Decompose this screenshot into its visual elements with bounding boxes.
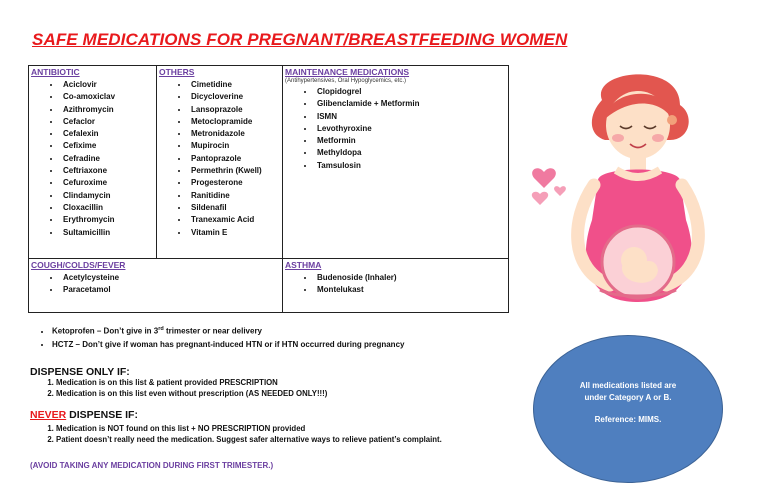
list-item: • Cefuroxime	[61, 177, 154, 189]
never-dispense-list	[30, 424, 442, 445]
dispense-only-list	[30, 378, 327, 399]
list-item: • Acetylcysteine	[61, 272, 280, 284]
list-item: • Tamsulosin	[315, 160, 506, 172]
category-callout	[533, 335, 723, 483]
list-item: • Metronidazole	[189, 128, 280, 140]
callout-line: All medications listed are	[579, 381, 677, 390]
antibiotic-cell	[29, 66, 157, 259]
callout-reference: Reference: MIMS.	[594, 415, 662, 424]
list-item: • Co-amoxiclav	[61, 91, 154, 103]
list-item: • Progesterone	[189, 177, 280, 189]
list-item: • Pantoprazole	[189, 153, 280, 165]
cough-cell	[29, 259, 283, 313]
list-item: • Cloxacillin	[61, 202, 154, 214]
list-item: 1. Medication is NOT found on this list + NO PRESCRIPTION provided	[56, 424, 442, 435]
others-cell	[157, 66, 283, 259]
list-item: • Dicycloverine	[189, 91, 280, 103]
list-item: • Levothyroxine	[315, 123, 506, 135]
heart-icon	[532, 168, 566, 205]
list-item: • Cefalexin	[61, 128, 154, 140]
callout-line: under Category A or B.	[584, 392, 672, 402]
list-item: • Sildenafil	[189, 202, 280, 214]
never-dispense-heading: NEVER DISPENSE IF:	[30, 409, 138, 421]
others-header: OTHERS	[159, 67, 195, 77]
maintenance-list	[285, 86, 506, 172]
list-item: • Aciclovir	[61, 79, 154, 91]
list-item: 1. Medication is on this list & patient provided PRESCRIPTION	[56, 378, 327, 389]
medication-table	[28, 65, 509, 313]
pregnant-woman-illustration	[530, 70, 730, 310]
list-item: • Montelukast	[315, 284, 506, 296]
antibiotic-header: ANTIBIOTIC	[31, 67, 80, 77]
list-item: • Methyldopa	[315, 147, 506, 159]
asthma-header: ASTHMA	[285, 260, 322, 270]
list-item: • Cefixime	[61, 140, 154, 152]
list-item: • Cefaclor	[61, 116, 154, 128]
list-item: • Clindamycin	[61, 190, 154, 202]
hctz-note: • HCTZ – Don’t give if woman has pregnant-induced HTN or if HTN occurred during pregnancy	[52, 338, 404, 351]
maintenance-header: MAINTENANCE MEDICATIONS	[285, 67, 410, 77]
list-item: • Metformin	[315, 135, 506, 147]
list-item: • Permethrin (Kwell)	[189, 165, 280, 177]
list-item: • Lansoprazole	[189, 104, 280, 116]
list-item: • Budenoside (Inhaler)	[315, 272, 506, 284]
list-item: • Cimetidine	[189, 79, 280, 91]
list-item: • Sultamicillin	[61, 227, 154, 239]
list-item: • Tranexamic Acid	[189, 214, 280, 226]
list-item: 2. Medication is on this list even without prescription (AS NEEDED ONLY!!!)	[56, 389, 327, 400]
list-item: • Mupirocin	[189, 140, 280, 152]
page-title: SAFE MEDICATIONS FOR PREGNANT/BREASTFEEDING WOMEN	[32, 30, 568, 49]
asthma-cell	[283, 259, 509, 313]
antibiotic-list	[31, 79, 154, 239]
list-item: 2. Patient doesn’t really need the medication. Suggest safer alternative ways to relieve patient’s complaint.	[56, 435, 442, 446]
ketoprofen-note: • Ketoprofen – Don’t give in 3rd trimester or near delivery	[52, 323, 404, 338]
avoid-note: (AVOID TAKING ANY MEDICATION DURING FIRST TRIMESTER.)	[30, 461, 274, 470]
maintenance-cell	[283, 66, 509, 259]
asthma-list	[285, 272, 506, 297]
list-item: • Clopidogrel	[315, 86, 506, 98]
maintenance-subheader: (Antihypertensives, Oral Hypoglycemics, etc.)	[285, 78, 407, 84]
list-item: • Glibenclamide + Metformin	[315, 98, 506, 110]
list-item: • Ceftriaxone	[61, 165, 154, 177]
list-item: • ISMN	[315, 111, 506, 123]
list-item: • Erythromycin	[61, 214, 154, 226]
list-item: • Paracetamol	[61, 284, 280, 296]
list-item: • Cefradine	[61, 153, 154, 165]
cough-header: COUGH/COLDS/FEVER	[31, 260, 126, 270]
list-item: • Vitamin E	[189, 227, 280, 239]
list-item: • Metoclopramide	[189, 116, 280, 128]
list-item: • Azithromycin	[61, 104, 154, 116]
others-list	[159, 79, 280, 239]
cough-list	[31, 272, 280, 297]
list-item: • Ranitidine	[189, 190, 280, 202]
dispense-only-heading: DISPENSE ONLY IF:	[30, 366, 130, 378]
warning-notes	[38, 323, 404, 351]
